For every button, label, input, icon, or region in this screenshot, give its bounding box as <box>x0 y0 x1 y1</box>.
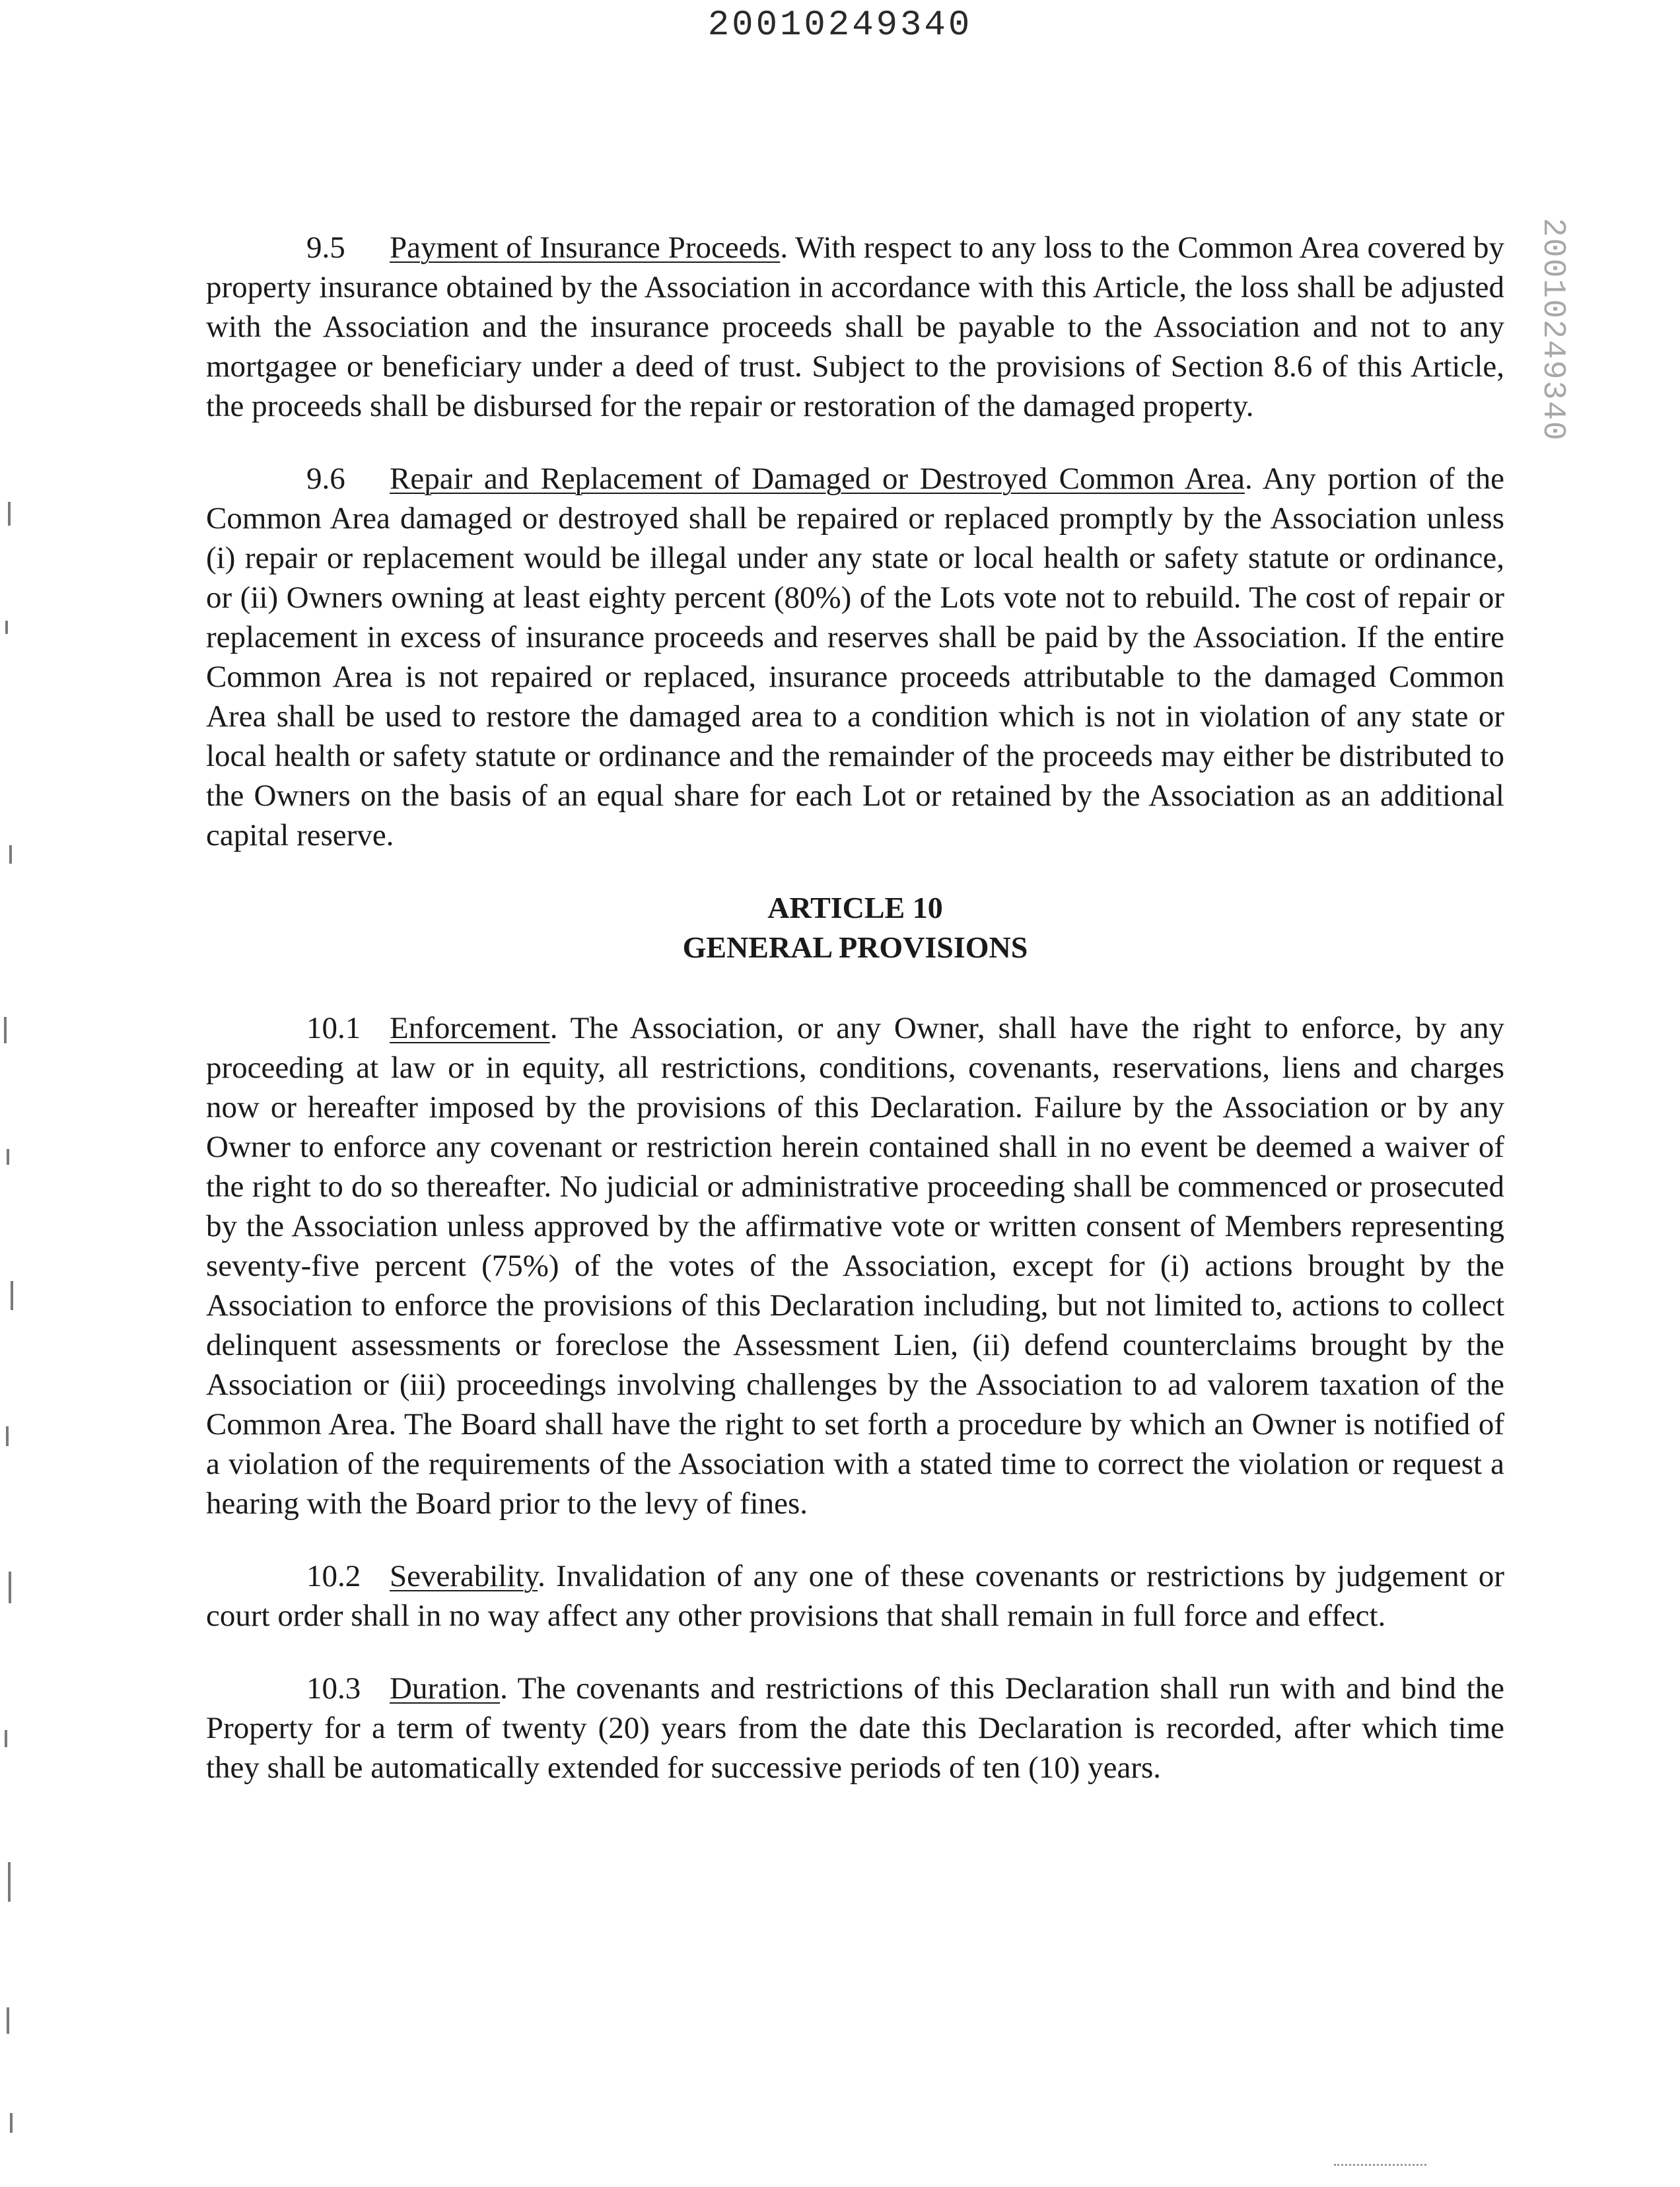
document-body <box>206 228 1504 1821</box>
section-number: 9.6 <box>306 462 345 496</box>
section-number: 10.1 <box>306 1011 361 1045</box>
section-title: Payment of Insurance Proceeds <box>390 230 781 265</box>
section-title: Severability <box>390 1559 538 1593</box>
section-number: 10.3 <box>306 1671 361 1706</box>
section-body: . The Association, or any Owner, shall have the right to enforce, by any proceeding at law or in equity, all restrictions, conditions, covenants, reservations, liens and charges now or hereafter imposed by the provisions of this Declaration. Failure by the Association or by any Owner to enforce any covenant or restriction herein contained shall in no event be deemed a waiver of the right to do so thereafter. No judicial or administrative proceeding shall be commenced or prosecuted by the Association unless approved by the affirmative vote or written consent of Members representing seventy-five percent (75%) of the votes of the Association, except for (i) actions brought by the Association to enforce the provisions of this Declaration including, but not limited to, actions to collect delinquent assessments or foreclose the Assessment Lien, (ii) defend counterclaims brought by the Association or (iii) proceedings involving challenges by the Association to ad valorem taxation of the Common Area. The Board shall have the right to set forth a procedure by which an Owner is notified of a violation of the requirements of the Association with a stated time to correct the violation or request a hearing with the Board prior to the levy of fines. <box>206 1011 1504 1521</box>
section-title: Duration <box>390 1671 501 1706</box>
section-10-3 <box>206 1669 1504 1788</box>
section-number: 10.2 <box>306 1559 361 1593</box>
section-body: . Any portion of the Common Area damaged or destroyed shall be repaired or replaced promptly by the Association unless (i) repair or replacement would be illegal under any state or local health or safety statute or ordinance, or (ii) Owners owning at least eighty percent (80%) of the Lots vote not to rebuild. The cost of repair or replacement in excess of insurance proceeds and reserves shall be paid by the Association. If the entire Common Area is not repaired or replaced, insurance proceeds attributable to the damaged Common Area shall be used to restore the damaged area to a condition which is not in violation of any state or local health or safety statute or ordinance and the remainder of the proceeds may either be distributed to the Owners on the basis of an equal share for each Lot or retained by the Association as an additional capital reserve. <box>206 462 1505 852</box>
article-heading <box>206 888 1504 967</box>
section-body: . The covenants and restrictions of this Declaration shall run with and bind the Property for a term of twenty (20) years from the date this Declaration is recorded, after which time they shall be automatically extended for successive periods of ten (10) years. <box>206 1671 1504 1785</box>
section-body: . With respect to any loss to the Common Area covered by property insurance obtained by the Association in accordance with this Article, the loss shall be adjusted with the Association and the insurance proceeds shall be payable to the Association and not to any mortgagee or beneficiary under a deed of trust. Subject to the provisions of Section 8.6 of this Article, the proceeds shall be disbursed for the repair or restoration of the damaged property. <box>206 230 1504 423</box>
side-recording-stamp: 20010249340 <box>1535 218 1570 442</box>
section-title: Enforcement <box>390 1011 550 1045</box>
scan-footer-mark <box>1334 2164 1426 2170</box>
section-title: Repair and Replacement of Damaged or Destroyed Common Area <box>390 462 1245 496</box>
article-title: GENERAL PROVISIONS <box>682 930 1028 964</box>
section-number: 9.5 <box>306 230 345 265</box>
section-10-1 <box>206 1008 1504 1523</box>
document-number: 20010249340 <box>707 5 973 46</box>
section-body: . Invalidation of any one of these covenants or restrictions by judgement or court order shall in no way affect any other provisions that shall remain in full force and effect. <box>206 1559 1504 1633</box>
article-number: ARTICLE 10 <box>767 891 943 924</box>
section-10-2 <box>206 1556 1504 1636</box>
section-9-6 <box>206 459 1504 855</box>
scan-margin-specks <box>0 502 20 2179</box>
section-9-5 <box>206 228 1504 426</box>
